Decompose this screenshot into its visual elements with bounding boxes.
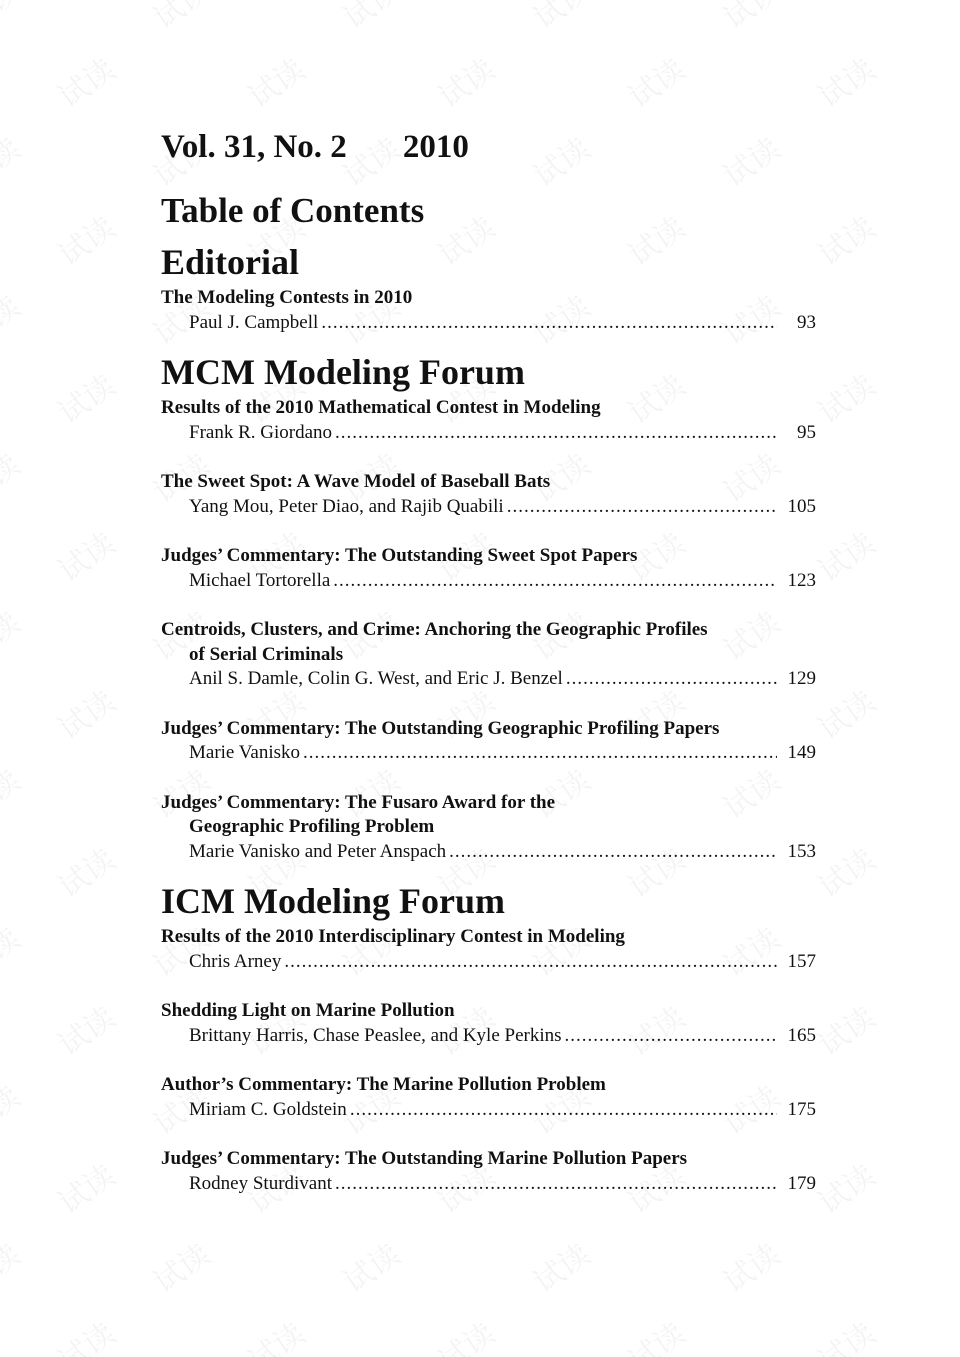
entry-title: Shedding Light on Marine Pollution [161, 1000, 455, 1021]
entry-authors: Marie Vanisko [189, 742, 300, 763]
watermark-mark [808, 204, 882, 274]
toc-entry[interactable] [161, 286, 816, 335]
watermark-mark [808, 678, 882, 748]
table-of-contents-page [161, 120, 816, 1196]
entry-byline [161, 1098, 816, 1123]
issue-year: 2010 [402, 129, 469, 165]
toc-entry[interactable] [161, 1147, 816, 1196]
watermark-mark [808, 46, 882, 116]
dot-leader [284, 950, 777, 975]
entry-page-number: 179 [787, 1172, 816, 1194]
entry-page-number: 165 [787, 1024, 816, 1046]
watermark-mark [808, 836, 882, 906]
watermark-mark [48, 520, 122, 590]
section-icm-modeling-forum [161, 877, 816, 1196]
entry-byline [161, 1172, 816, 1197]
dot-leader [303, 741, 777, 766]
watermark-mark [713, 0, 787, 37]
entry-title-continued: of Serial Criminals [189, 643, 344, 665]
dot-leader [335, 421, 777, 446]
watermark-mark [0, 915, 27, 985]
entry-title: Results of the 2010 Interdisciplinary Contest in Modeling [161, 926, 625, 947]
toc-entry[interactable] [161, 618, 816, 692]
watermark-mark [808, 520, 882, 590]
watermark-mark [48, 994, 122, 1064]
watermark-mark [523, 0, 597, 37]
entry-title-continued: Geographic Profiling Problem [189, 816, 435, 837]
watermark-mark [428, 46, 502, 116]
watermark-mark [0, 283, 27, 353]
section-heading: Editorial [161, 242, 300, 282]
watermark-mark [48, 1152, 122, 1222]
section-heading: ICM Modeling Forum [161, 881, 505, 921]
entry-byline [161, 741, 816, 766]
entry-page-number: 157 [787, 950, 816, 972]
entry-page-number: 149 [787, 742, 816, 763]
entry-authors: Yang Mou, Peter Diao, and Rajib Quabili [189, 495, 504, 517]
entry-page-number: 93 [797, 311, 816, 333]
watermark-mark [0, 125, 27, 195]
watermark-mark [0, 1231, 27, 1301]
watermark-mark [143, 0, 217, 37]
watermark-mark [143, 1231, 217, 1301]
entry-authors: Brittany Harris, Chase Peaslee, and Kyle Perkins [189, 1024, 562, 1046]
watermark-mark [0, 441, 27, 511]
entry-byline [161, 667, 816, 692]
toc-entry[interactable] [161, 396, 816, 445]
entry-authors: Frank R. Giordano [189, 421, 333, 443]
toc-entry[interactable] [161, 470, 816, 519]
toc-entry[interactable] [161, 999, 816, 1048]
entry-authors: Chris Arney [189, 950, 282, 972]
entry-title: Judges’ Commentary: The Outstanding Sweet Spot Papers [161, 545, 638, 566]
watermark-mark [0, 1073, 27, 1143]
entry-page-number: 153 [787, 840, 816, 862]
watermark-mark [523, 1231, 597, 1301]
entry-authors: Michael Tortorella [189, 569, 331, 591]
dot-leader [507, 495, 777, 520]
watermark-mark [808, 1310, 882, 1357]
section-editorial [161, 238, 816, 335]
entry-page-number: 175 [787, 1098, 816, 1120]
entry-title: Results of the 2010 Mathematical Contest in Modeling [161, 397, 601, 418]
page-title: Table of Contents [161, 191, 425, 230]
entry-byline [161, 950, 816, 975]
toc-entry[interactable] [161, 544, 816, 593]
watermark-mark [333, 1231, 407, 1301]
entry-title: Judges’ Commentary: The Outstanding Marine Pollution Papers [161, 1148, 688, 1169]
toc-entry[interactable] [161, 717, 816, 766]
watermark-mark [48, 46, 122, 116]
entry-title: Judges’ Commentary: The Fusaro Award for the Geographic Profiling Problem [161, 791, 816, 840]
dot-leader [333, 569, 777, 594]
entry-title: Author’s Commentary: The Marine Pollution Problem [161, 1074, 606, 1095]
entry-authors: Miriam C. Goldstein [189, 1098, 347, 1120]
entry-title: The Modeling Contests in 2010 [161, 287, 413, 308]
watermark-mark [48, 836, 122, 906]
watermark-mark [808, 1152, 882, 1222]
entry-byline [161, 569, 816, 594]
entry-page-number: 95 [797, 421, 816, 443]
entry-authors: Rodney Sturdivant [189, 1172, 333, 1194]
entry-page-number: 129 [787, 668, 816, 689]
dot-leader [566, 667, 777, 692]
dot-leader [350, 1098, 777, 1123]
entry-byline [161, 421, 816, 446]
dot-leader [449, 840, 777, 865]
toc-entry[interactable] [161, 791, 816, 865]
watermark-mark [48, 678, 122, 748]
entry-byline [161, 495, 816, 520]
entry-title: Centroids, Clusters, and Crime: Anchoring the Geographic Profiles of Serial Criminals [161, 618, 816, 667]
watermark-mark [808, 994, 882, 1064]
watermark-mark [618, 46, 692, 116]
entry-page-number: 105 [787, 495, 816, 517]
dot-leader [321, 311, 777, 336]
entry-page-number: 123 [787, 569, 816, 591]
entry-byline [161, 1024, 816, 1049]
toc-entry[interactable] [161, 1073, 816, 1122]
watermark-mark [0, 599, 27, 669]
watermark-mark [618, 1310, 692, 1357]
entry-byline [161, 311, 816, 336]
watermark-mark [333, 0, 407, 37]
watermark-mark [48, 1310, 122, 1357]
watermark-mark [713, 1231, 787, 1301]
watermark-mark [238, 1310, 312, 1357]
entry-title: Judges’ Commentary: The Outstanding Geographic Profiling Papers [161, 717, 720, 739]
section-mcm-modeling-forum [161, 348, 816, 864]
entry-title: The Sweet Spot: A Wave Model of Baseball Bats [161, 471, 551, 492]
entry-byline [161, 840, 816, 865]
watermark-mark [238, 46, 312, 116]
entry-authors: Anil S. Damle, Colin G. West, and Eric J. Benzel [189, 668, 563, 689]
issue-header [161, 120, 816, 174]
toc-entry[interactable] [161, 925, 816, 974]
watermark-mark [48, 362, 122, 432]
entry-authors: Marie Vanisko and Peter Anspach [189, 840, 447, 862]
watermark-mark [48, 204, 122, 274]
watermark-mark [808, 362, 882, 432]
watermark-mark [428, 1310, 502, 1357]
entry-authors: Paul J. Campbell [189, 311, 319, 333]
dot-leader [565, 1024, 777, 1049]
section-heading: MCM Modeling Forum [161, 352, 525, 392]
volume-number: Vol. 31, No. 2 [161, 129, 347, 165]
watermark-mark [0, 757, 27, 827]
dot-leader [335, 1172, 777, 1197]
watermark-mark [0, 0, 27, 37]
